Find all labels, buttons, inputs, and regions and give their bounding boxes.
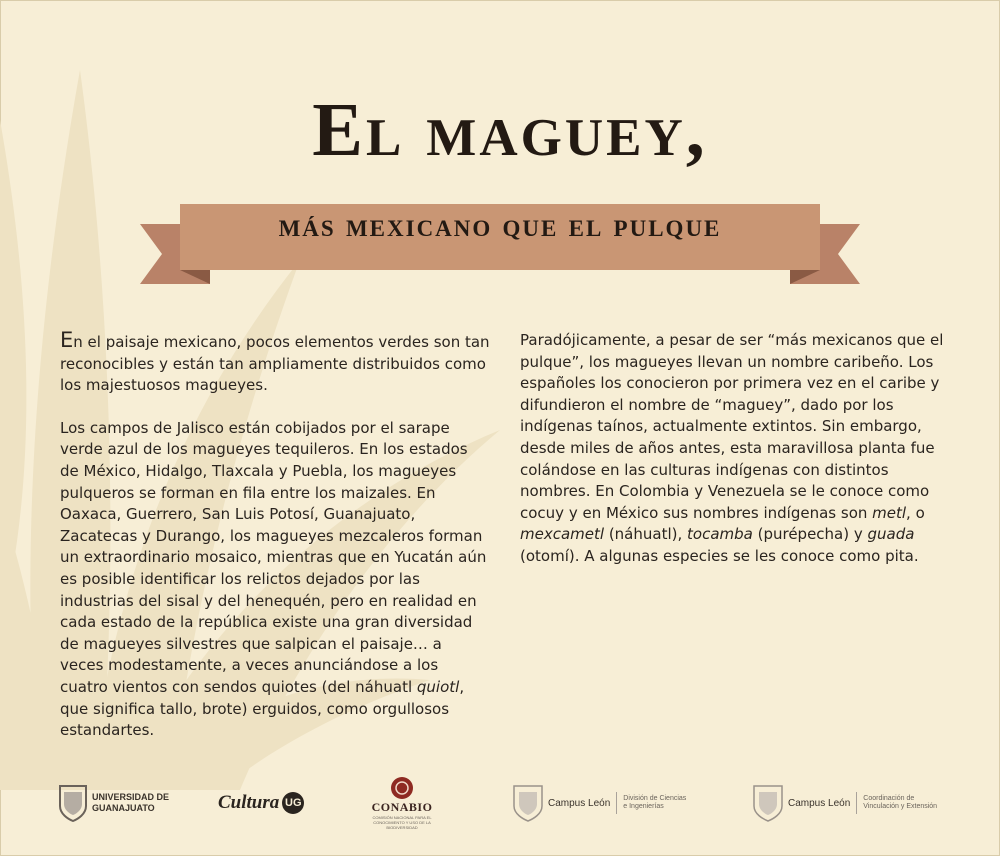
landscape-text-a: Los campos de Jalisco están cobijados por el sarape verde azul de los magueyes tequileros. En los estados de México, Hidalgo, Tlaxcala y Puebla, los magueyes pulqueros se forman en fila entre los maizales. En Oaxaca, Guerrero, San Luis Potosí, Guanajuato, Zacatecas y Durango, los magueyes mezcaleros forman un extraordinario mosaico, mientras que en Yucatán aún es posible identificar los relictos dejados por las industrias del sisal y del henequén, pero en realidad en cada estado de la república existe una gran diversidad de magueyes silvestres que salpican el paisaje… a veces modestamente, a veces anunciándose a los cuatro vientos con sendos quiotes (del náhuatl xyxy=(60,418,487,696)
conabio-emblem-icon xyxy=(390,776,414,800)
campus2-dept-line1: Coordinación de xyxy=(863,795,915,802)
landscape-text-b: , que significa tallo, brote) erguidos, como orgullosos estandartes. xyxy=(60,677,465,740)
names-italic-2: mexcametl xyxy=(520,525,605,544)
names-paragraph xyxy=(520,330,950,568)
names-italic-3: tocamba xyxy=(687,525,753,544)
ug-shield-icon xyxy=(58,784,88,822)
logo-campus-leon-vinculacion xyxy=(752,784,937,822)
campus2-shield-icon xyxy=(752,784,784,822)
intro-text: n el paisaje mexicano, pocos elementos verdes son tan reconocibles y están tan ampliamente distribuidos como los majestuosos magueyes. xyxy=(60,333,490,395)
names-italic-4: guada xyxy=(867,525,915,544)
campus1-dept-line1: División de Ciencias xyxy=(623,795,687,802)
campus1-divider xyxy=(616,792,617,814)
campus2-divider xyxy=(856,792,857,814)
logo-cultura-ug xyxy=(218,792,304,814)
campus2-dept-line2: Vinculación y Extensión xyxy=(863,803,938,810)
campus1-shield-icon xyxy=(512,784,544,822)
page-title: El maguey, xyxy=(312,88,708,172)
names-text-2: , o xyxy=(906,503,925,522)
campus1-dept-line2: e Ingenierías xyxy=(623,803,664,810)
intro-paragraph xyxy=(60,330,490,397)
conabio-name: CONABIO xyxy=(371,800,433,814)
names-italic-1: metl xyxy=(872,503,907,522)
ug-name-line1: UNIVERSIDAD DE xyxy=(92,792,170,802)
logo-campus-leon-ciencias xyxy=(512,784,686,822)
landscape-italic-term: quiotl xyxy=(416,677,460,696)
right-text-column xyxy=(520,330,950,589)
names-text-3: (náhuatl), xyxy=(604,525,688,544)
page-subtitle: más mexicano que el pulque xyxy=(278,208,722,244)
names-text-4: (purépecha) y xyxy=(752,525,868,544)
ug-name-line2: GUANAJUATO xyxy=(92,803,155,813)
cultura-badge: UG xyxy=(282,792,304,814)
drop-cap: E xyxy=(60,328,74,352)
logo-universidad-guanajuato xyxy=(58,784,169,822)
names-text-1: Paradójicamente, a pesar de ser “más mexicanos que el pulque”, los magueyes llevan un nombre caribeño. Los españoles los conocieron por primera vez en el caribe y difundieron el nombre de “maguey”, dado por los indígenas taínos, actualmente extintos. Sin embargo, desde miles de años antes, esta maravillosa planta fue colándose en las culturas indígenas con distintos nombres. En Colombia y Venezuela se le conoce como cocuy y en México sus nombres indígenas son xyxy=(520,331,944,522)
landscape-paragraph xyxy=(60,418,490,742)
campus1-name: Campus León xyxy=(548,797,611,809)
campus2-name: Campus León xyxy=(788,797,851,809)
logo-conabio xyxy=(372,776,432,830)
cultura-wordmark: Cultura xyxy=(218,792,280,813)
names-text-5: (otomí). A algunas especies se les conoce como pita. xyxy=(520,546,919,565)
left-text-column xyxy=(60,330,490,763)
logo-strip xyxy=(0,770,1000,840)
conabio-subtext: COMISIÓN NACIONAL PARA EL CONOCIMIENTO Y USO DE LA BIODIVERSIDAD xyxy=(372,815,432,830)
